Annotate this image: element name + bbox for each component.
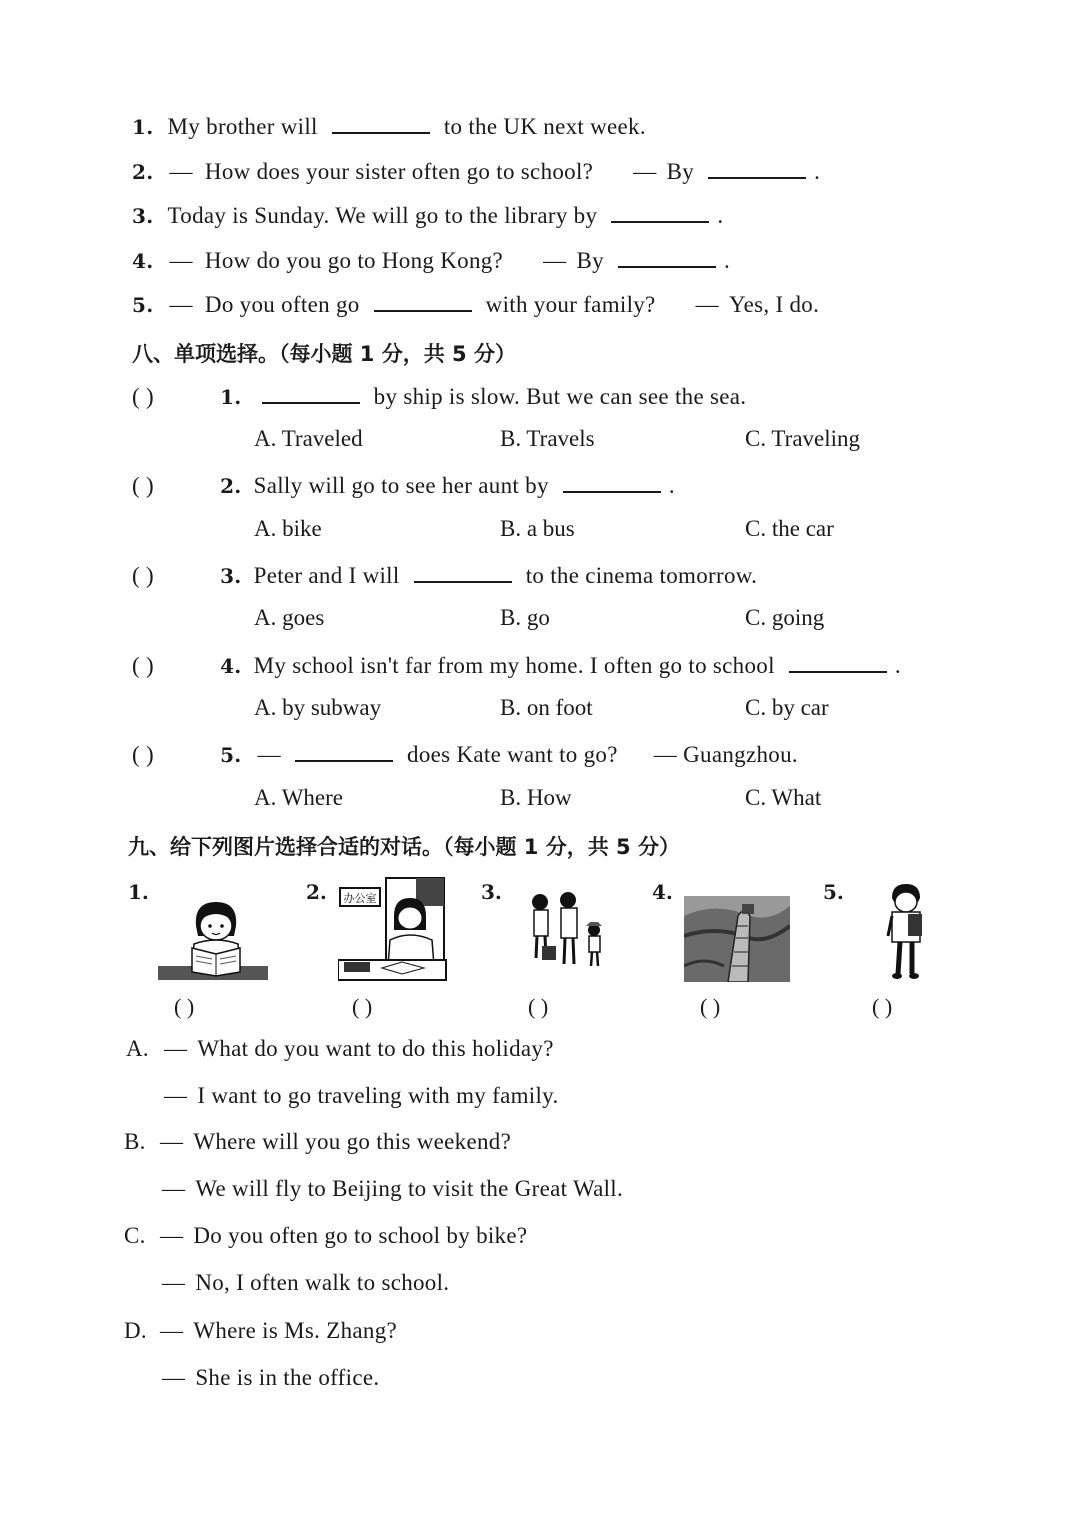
answer-paren-picture-3[interactable]: ( ) <box>528 994 549 1019</box>
great-wall-picture <box>684 896 790 982</box>
mc-question-2: ( ) 2. Sally will go to see her aunt by . <box>132 473 675 498</box>
answer-paren-picture-5[interactable]: ( ) <box>872 994 893 1019</box>
dialogue-a-question: A. — What do you want to do this holiday? <box>126 1036 554 1061</box>
family-travel-picture <box>524 888 610 974</box>
option-a[interactable]: A. Traveled <box>254 426 363 451</box>
option-c[interactable]: C. Traveling <box>745 426 861 451</box>
dialogue-c-answer: — No, I often walk to school. <box>162 1270 450 1295</box>
option-b[interactable]: B. a bus <box>500 516 575 541</box>
mc-question-1: ( ) 1. by ship is slow. But we can see the sea. <box>132 384 747 409</box>
boy-walking-picture <box>884 882 928 982</box>
fill-item-4: 4. — How do you go to Hong Kong? — By . <box>132 248 731 273</box>
fill-item-1: 1. My brother will to the UK next week. <box>132 114 646 139</box>
answer-paren[interactable]: ( ) <box>132 473 154 498</box>
answer-paren[interactable]: ( ) <box>132 653 154 678</box>
option-c[interactable]: C. What <box>745 785 822 810</box>
dialogue-c-question: C. — Do you often go to school by bike? <box>124 1223 528 1248</box>
dialogue-b-question: B. — Where will you go this weekend? <box>124 1129 512 1154</box>
fill-item-2: 2. — How does your sister often go to school? — By . <box>132 159 821 184</box>
fill-item-3: 3. Today is Sunday. We will go to the library by . <box>132 203 724 228</box>
option-a[interactable]: A. goes <box>254 605 325 630</box>
option-c[interactable]: C. the car <box>745 516 834 541</box>
option-b[interactable]: B. go <box>500 605 550 630</box>
answer-blank[interactable] <box>708 157 806 179</box>
section-8-title: 八、单项选择。（每小题 1 分，共 5 分） <box>132 342 516 366</box>
picture-number-1: 1. <box>128 880 149 904</box>
answer-blank[interactable] <box>262 382 360 404</box>
answer-paren[interactable]: ( ) <box>132 742 154 767</box>
section-9-title: 九、给下列图片选择合适的对话。（每小题 1 分，共 5 分） <box>128 835 680 859</box>
mc-question-3: ( ) 3. Peter and I will to the cinema tomorrow. <box>132 563 758 588</box>
girl-reading-picture <box>158 896 270 984</box>
picture-number-5: 5. <box>823 880 844 904</box>
answer-blank[interactable] <box>374 290 472 312</box>
dialogue-d-answer: — She is in the office. <box>162 1365 380 1390</box>
option-a[interactable]: A. bike <box>254 516 322 541</box>
answer-blank[interactable] <box>563 471 661 493</box>
option-a[interactable]: A. Where <box>254 785 343 810</box>
option-c[interactable]: C. by car <box>745 695 829 720</box>
option-b[interactable]: B. Travels <box>500 426 595 451</box>
answer-blank[interactable] <box>414 561 512 583</box>
office-picture <box>338 876 448 982</box>
answer-paren-picture-4[interactable]: ( ) <box>700 994 721 1019</box>
dialogue-a-answer: — I want to go traveling with my family. <box>164 1083 559 1108</box>
option-a[interactable]: A. by subway <box>254 695 382 720</box>
answer-blank[interactable] <box>611 201 709 223</box>
answer-paren[interactable]: ( ) <box>132 563 154 588</box>
dialogue-d-question: D. — Where is Ms. Zhang? <box>124 1318 398 1343</box>
picture-number-2: 2. <box>306 880 327 904</box>
option-c[interactable]: C. going <box>745 605 825 630</box>
picture-number-4: 4. <box>652 880 673 904</box>
office-sign: 办公室 <box>343 892 377 905</box>
mc-question-5: ( ) 5. — does Kate want to go? — Guangzhou. <box>132 742 798 767</box>
dialogue-b-answer: — We will fly to Beijing to visit the Great Wall. <box>162 1176 624 1201</box>
picture-number-3: 3. <box>481 880 502 904</box>
answer-paren-picture-2[interactable]: ( ) <box>352 994 373 1019</box>
answer-paren-picture-1[interactable]: ( ) <box>174 994 195 1019</box>
answer-blank[interactable] <box>332 112 430 134</box>
answer-blank[interactable] <box>789 651 887 673</box>
option-b[interactable]: B. How <box>500 785 572 810</box>
mc-question-4: ( ) 4. My school isn't far from my home. I often go to school . <box>132 653 901 678</box>
fill-item-5: 5. — Do you often go with your family? — Yes, I do. <box>132 292 820 317</box>
option-b[interactable]: B. on foot <box>500 695 593 720</box>
answer-blank[interactable] <box>618 246 716 268</box>
answer-blank[interactable] <box>295 740 393 762</box>
answer-paren[interactable]: ( ) <box>132 384 154 409</box>
